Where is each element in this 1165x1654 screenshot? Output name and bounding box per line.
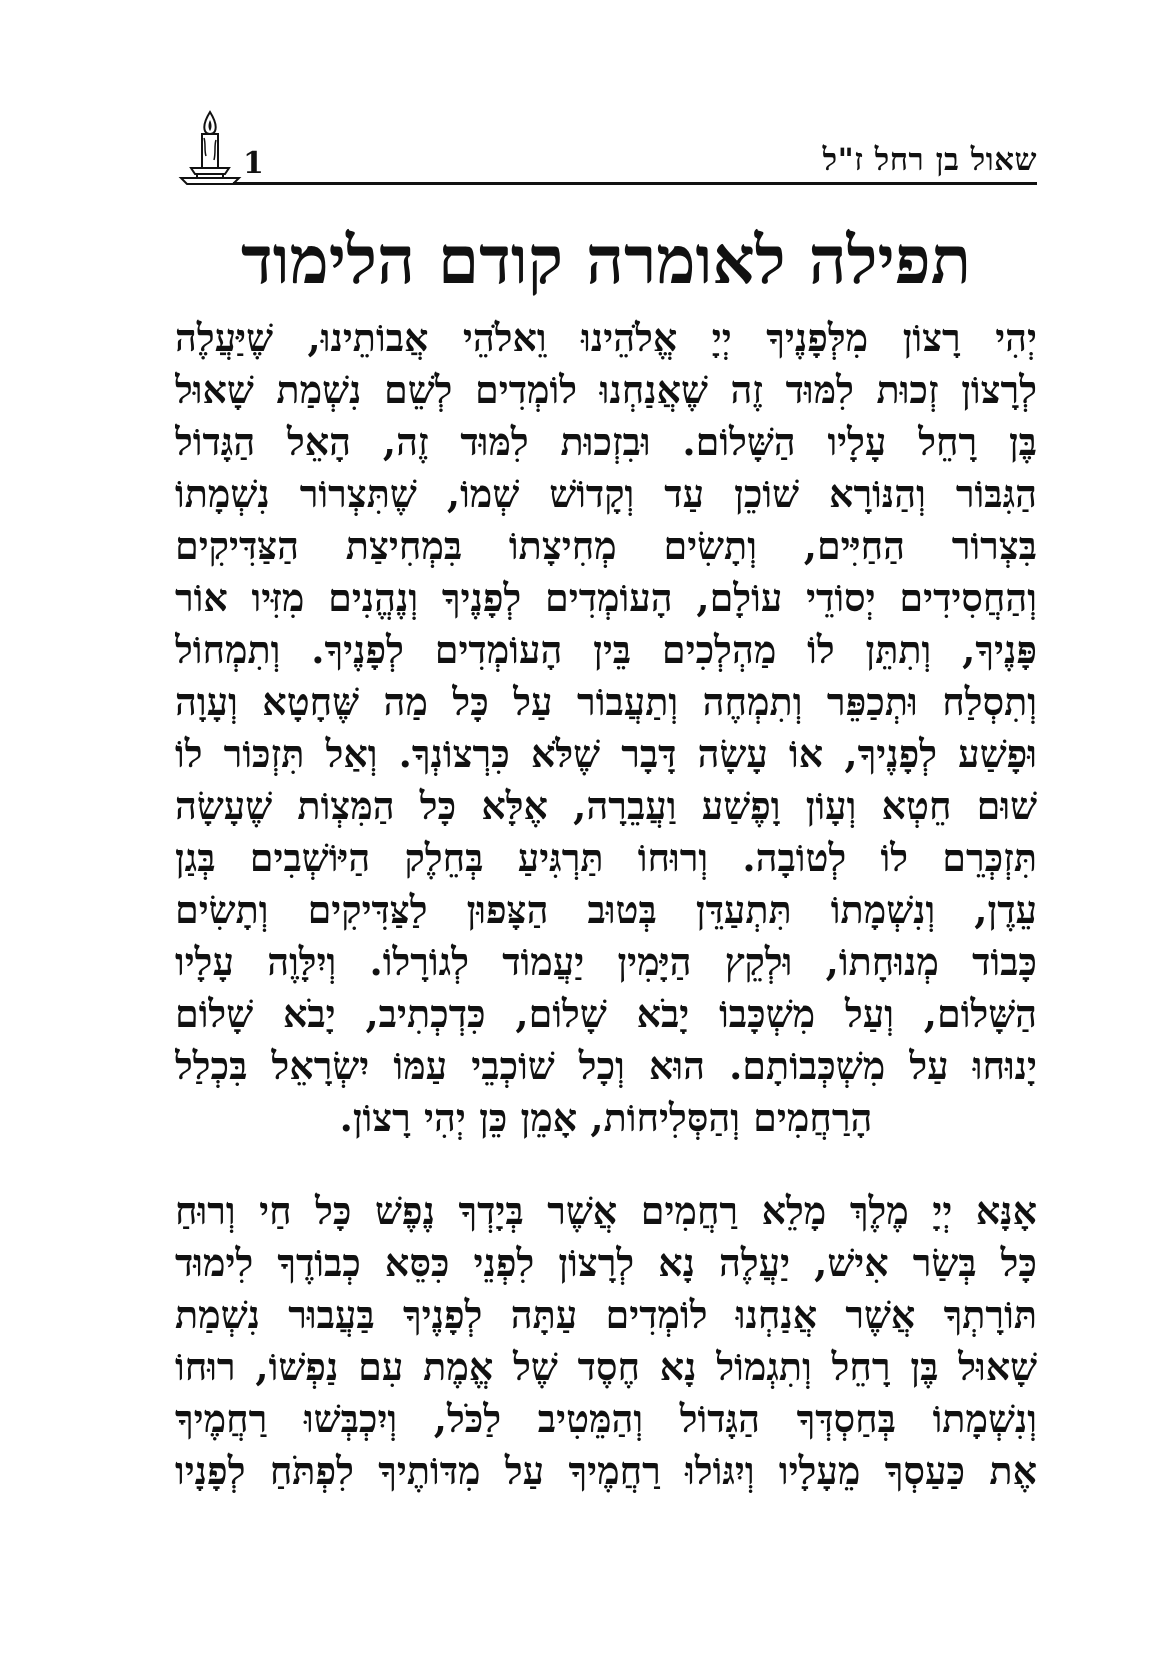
header-rule — [233, 182, 1037, 185]
header-title: שאול בן רחל ז"ל — [822, 142, 1037, 178]
text-line: וְהַחֲסִידִים יְסוֹדֵי עוֹלָם, הָעוֹמְדִים לְפָנֶיךָ וְנֶהֱנִים מִזִּיו אוֹר — [175, 575, 1037, 620]
text-line: וְנִשְׁמָתוֹ בְּחַסְדְּךָ הַגָּדוֹל וְהַמֵּטִיב לַכֹּל, וְיִכְבְּשׁוּ רַחֲמֶיךָ — [175, 1396, 1037, 1441]
memorial-candle-icon — [175, 110, 245, 188]
text-line: בִּצְרוֹר הַחַיִּים, וְתָשִׂים מְחִיצָתוֹ בִּמְחִיצַת הַצַּדִּיקִים — [175, 523, 1037, 568]
prayer-paragraph-1 — [175, 312, 1037, 1144]
page-title: תפילה לאומרה קודם הלימוד — [241, 221, 971, 299]
text-line-final: הָרַחֲמִים וְהַסְּלִיחוֹת, אָמֵן כֵּן יְהִי רָצוֹן. — [339, 1095, 873, 1140]
page-number: 1 — [243, 146, 264, 181]
text-line: כָּל בְּשַׂר אִישׁ, יַעֲלֶה נָא לְרָצוֹן לִפְנֵי כִּסֵּא כְבוֹדֶךָ לִימוּד — [175, 1240, 1037, 1285]
text-line: לְרָצוֹן זְכוּת לִמּוּד זֶה שֶׁאֲנַחְנוּ לוֹמְדִים לְשֵׁם נִשְׁמַת שָׁאוּל — [175, 367, 1037, 412]
text-line: שָׁאוּל בֶּן רָחֵל וְתִגְמוֹל נָא חֶסֶד שֶׁל אֱמֶת עִם נַפְשׁוֹ, רוּחוֹ — [175, 1344, 1037, 1389]
text-line: וּפָשַׁע לְפָנֶיךָ, אוֹ עָשָׂה דָּבָר שֶׁלֹּא כִּרְצוֹנְךָ. וְאַל תִּזְכּוֹר לוֹ — [175, 731, 1037, 776]
text-line: בֶּן רָחֵל עָלָיו הַשָּׁלוֹם. וּבִזְכוּת לִמּוּד זֶה, הָאֵל הַגָּדוֹל — [175, 419, 1037, 464]
text-line: כָּבוֹד מְנוּחָתוֹ, וּלְקֵץ הַיָּמִין יַעֲמוֹד לְגוֹרָלוֹ. וְיִלָּוֶה עָלָיו — [175, 939, 1037, 984]
text-line: פָּנֶיךָ, וְתִתֵּן לוֹ מַהְלְכִים בֵּין הָעוֹמְדִים לְפָנֶיךָ. וְתִמְחוֹל — [175, 627, 1037, 672]
text-line: הַשָּׁלוֹם, וְעַל מִשְׁכָּבוֹ יָבֹא שָׁלוֹם, כִּדְכְתִיב, יָבֹא שָׁלוֹם — [175, 991, 1037, 1036]
text-line: אֶת כַּעַסְךָ מֵעָלָיו וְיִגּוֹלוּ רַחֲמֶיךָ עַל מִדּוֹתֶיךָ לִפְתֹּחַ לְפָנָיו — [175, 1448, 1037, 1493]
text-line: אָנָּא יְיָ מֶלֶךְ מָלֵא רַחֲמִים אֲשֶׁר בְּיָדְךָ נֶפֶשׁ כָּל חַי וְרוּחַ — [175, 1188, 1037, 1233]
text-line: עֵדֶן, וְנִשְׁמָתוֹ תִּתְעַדֵּן בְּטוּב הַצָּפוּן לַצַּדִּיקִים וְתָשִׂים — [175, 887, 1037, 932]
prayer-paragraph-2 — [175, 1185, 1037, 1497]
text-line: שׁוּם חֵטְא וְעָוֹן וָפֶשַׁע וַעֲבֵרָה, אֶלָּא כָּל הַמִּצְוֹת שֶׁעָשָׂה — [175, 783, 1037, 828]
running-header — [175, 110, 1037, 188]
text-line: וְתִסְלַח וּתְכַפֵּר וְתִמְחֶה וְתַעֲבוֹר עַל כָּל מַה שֶּׁחָטָא וְעָוָה — [175, 679, 1037, 724]
text-line: הַגִּבּוֹר וְהַנּוֹרָא שׁוֹכֵן עַד וְקָדוֹשׁ שְׁמוֹ, שֶׁתִּצְרוֹר נִשְׁמָתוֹ — [175, 471, 1037, 516]
text-line: יְהִי רָצוֹן מִלְּפָנֶיךָ יְיָ אֱלֹהֵינוּ וֵאלֹהֵי אֲבוֹתֵינוּ, שֶׁיַּעֲלֶה — [175, 315, 1037, 360]
text-line: תִּזְכְּרֵם לוֹ לְטוֹבָה. וְרוּחוֹ תַּרְגִּיעַ בְּחֵלֶק הַיּוֹשְׁבִים בְּגַן — [175, 835, 1037, 880]
text-line: יָנוּחוּ עַל מִשְׁכְּבוֹתָם. הוּא וְכָל שׁוֹכְבֵי עַמּוֹ יִשְׂרָאֵל בִּכְלַל — [175, 1043, 1037, 1088]
text-line: תּוֹרָתְךָ אֲשֶׁר אֲנַחְנוּ לוֹמְדִים עַתָּה לְפָנֶיךָ בַּעֲבוּר נִשְׁמַת — [175, 1292, 1037, 1337]
